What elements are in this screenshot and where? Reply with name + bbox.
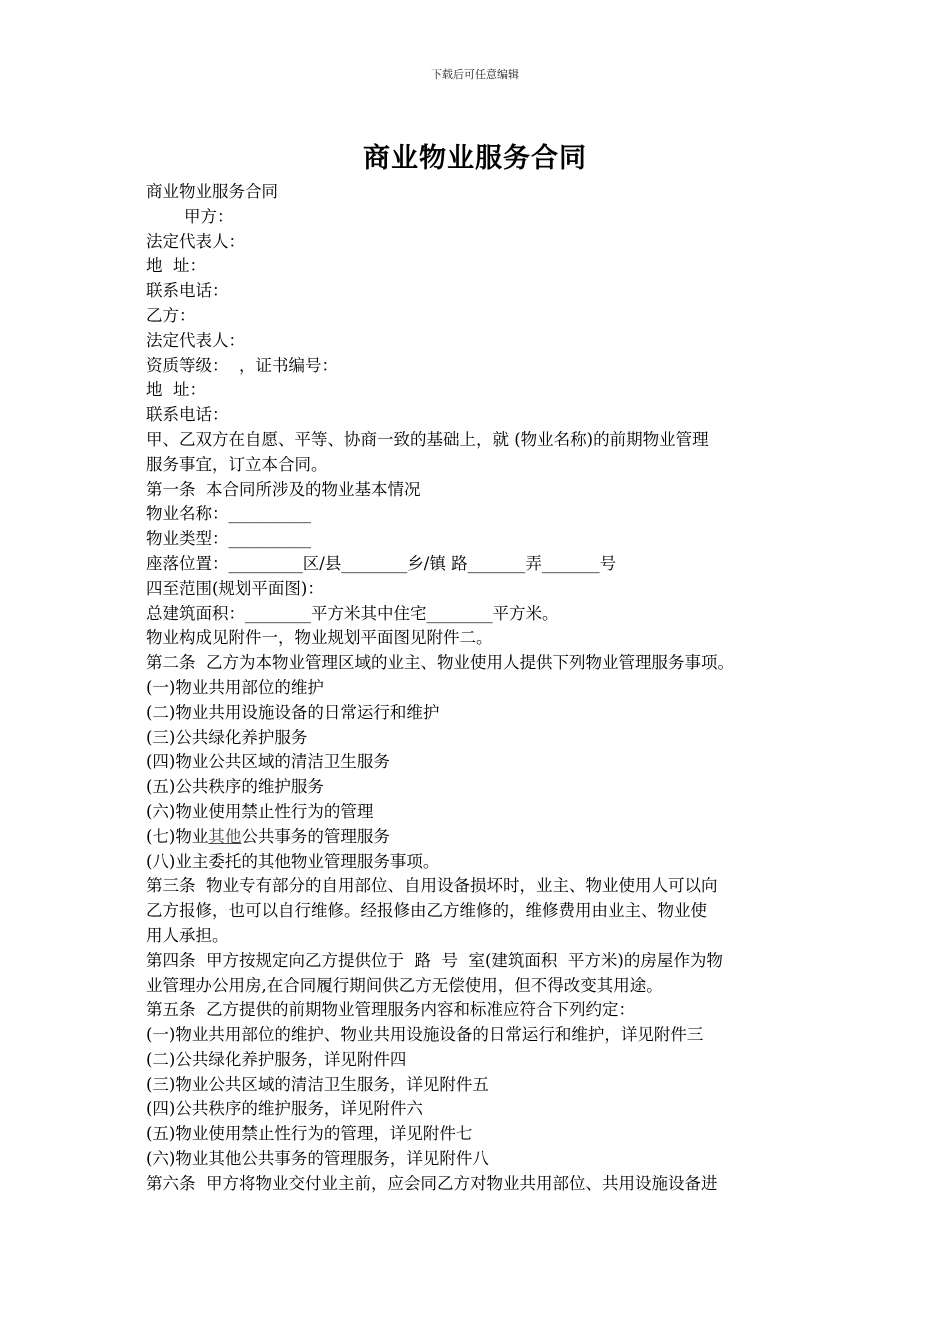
party-b-phone: 联系电话： — [146, 405, 229, 425]
service-item-5: (五)公共秩序的维护服务 — [146, 777, 324, 797]
service-item-7 — [146, 825, 826, 850]
article-3-line-2: 乙方报修，也可以自行维修。经报修由乙方维修的，维修费用由业主、物业使 — [146, 901, 707, 921]
document-body — [146, 180, 826, 1197]
party-b-representative: 法定代表人： — [146, 330, 245, 350]
article-5-heading: 第五条 乙方提供的前期物业管理服务内容和标准应符合下列约定： — [146, 1000, 635, 1020]
standard-item-4: (四)公共秩序的维护服务，详见附件六 — [146, 1099, 423, 1119]
document-title: 商业物业服务合同 — [363, 143, 587, 174]
standard-item-2: (二)公共绿化养护服务，详见附件四 — [146, 1049, 407, 1069]
party-b-label: 乙方： — [146, 305, 196, 325]
property-name-field: 物业名称：__________ — [146, 504, 311, 524]
article-4-line-2: 业管理办公用房,在合同履行期间供乙方无偿使用，但不得改变其用途。 — [146, 975, 663, 995]
article-3-line-3: 用人承担。 — [146, 925, 229, 945]
service-item-1: (一)物业共用部位的维护 — [146, 677, 324, 697]
service-item-3: (三)公共绿化养护服务 — [146, 727, 308, 747]
party-a-phone: 联系电话： — [146, 281, 229, 301]
service-item-7-underlined: 其他 — [208, 826, 242, 846]
article-3-line-1: 第三条 物业专有部分的自用部位、自用设备损坏时，业主、物业使用人可以向 — [146, 876, 718, 896]
party-a-address: 地 址： — [146, 256, 206, 276]
article-2-heading: 第二条 乙方为本物业管理区域的业主、物业使用人提供下列物业管理服务事项。 — [146, 653, 734, 673]
property-composition-line: 物业构成见附件一，物业规划平面图见附件二。 — [146, 628, 493, 648]
preamble-line-2: 服务事宜，订立本合同。 — [146, 454, 328, 474]
service-item-8: (八)业主委托的其他物业管理服务事项。 — [146, 851, 440, 871]
service-item-6: (六)物业使用禁止性行为的管理 — [146, 801, 374, 821]
article-4-line-1: 第四条 甲方按规定向乙方提供位于 路 号 室(建筑面积 平方米)的房屋作为物 — [146, 950, 723, 970]
standard-item-6: (六)物业其他公共事务的管理服务，详见附件八 — [146, 1149, 489, 1169]
standard-item-5: (五)物业使用禁止性行为的管理，详见附件七 — [146, 1124, 473, 1144]
party-a-representative: 法定代表人： — [146, 231, 245, 251]
property-boundary-field: 四至范围(规划平面图)： — [146, 578, 324, 598]
property-type-field: 物业类型：__________ — [146, 529, 311, 549]
party-b-qualification: 资质等级： ，证书编号： — [146, 355, 338, 375]
service-item-7-suffix: 公共事务的管理服务 — [241, 826, 390, 846]
page-header-note: 下载后可任意编辑 — [431, 68, 519, 81]
service-item-2: (二)物业共用设施设备的日常运行和维护 — [146, 702, 440, 722]
service-item-7-prefix: (七)物业 — [146, 826, 209, 846]
subtitle-line: 商业物业服务合同 — [146, 182, 278, 201]
article-1-heading: 第一条 本合同所涉及的物业基本情况 — [146, 479, 421, 499]
article-6-line-1: 第六条 甲方将物业交付业主前，应会同乙方对物业共用部位、共用设施设备进 — [146, 1173, 718, 1193]
service-item-4: (四)物业公共区域的清洁卫生服务 — [146, 752, 390, 772]
standard-item-3: (三)物业公共区域的清洁卫生服务，详见附件五 — [146, 1074, 489, 1094]
preamble-line-1: 甲、乙双方在自愿、平等、协商一致的基础上，就 (物业名称)的前期物业管理 — [146, 429, 709, 449]
property-location-field: 座落位置：_________区/县________乡/镇 路_______弄_______号 — [146, 553, 617, 573]
property-area-field: 总建筑面积：________平方米其中住宅________平方米。 — [146, 603, 559, 623]
party-a-label: 甲方： — [184, 206, 234, 226]
standard-item-1: (一)物业共用部位的维护、物业共用设施设备的日常运行和维护，详见附件三 — [146, 1025, 704, 1045]
party-b-address: 地 址： — [146, 380, 206, 400]
